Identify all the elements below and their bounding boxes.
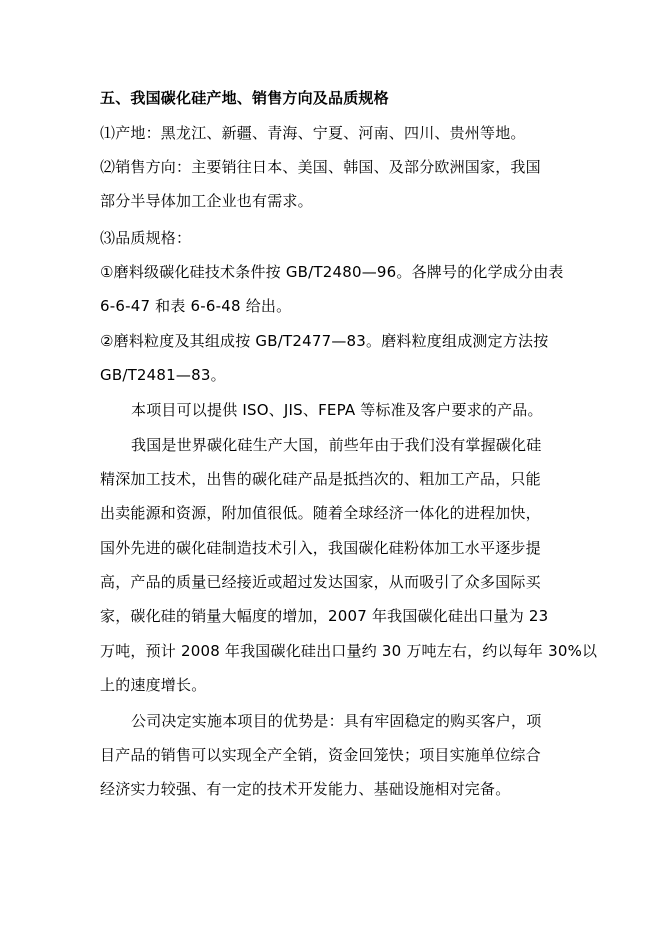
sales-direction-line-1: ⑵销售方向：主要销往日本、美国、韩国、及部分欧洲国家，我国 bbox=[100, 158, 541, 176]
quality-title: ⑶品质规格： bbox=[100, 229, 192, 247]
advantages-paragraph-line-3: 经济实力较强、有一定的技术开发能力、基础设施相对完备。 bbox=[100, 780, 511, 798]
market-paragraph-line-3: 出卖能源和资源，附加值很低。随着全球经济一体化的进程加快， bbox=[100, 504, 541, 522]
section-heading: 五、我国碳化硅产地、销售方向及品质规格 bbox=[100, 89, 389, 107]
market-paragraph-line-6: 家，碳化硅的销量大幅度的增加，2007 年我国碳化硅出口量为 23 bbox=[100, 607, 549, 625]
market-paragraph-line-8: 上的速度增长。 bbox=[100, 676, 207, 694]
market-paragraph-line-7: 万吨，预计 2008 年我国碳化硅出口量约 30 万吨左右，约以每年 30%以 bbox=[100, 642, 598, 660]
quality-item-1-line-2: 6-6-47 和表 6-6-48 给出。 bbox=[100, 297, 292, 315]
standards-paragraph: 本项目可以提供 ISO、JIS、FEPA 等标准及客户要求的产品。 bbox=[131, 401, 543, 419]
quality-item-2-line-1: ②磨料粒度及其组成按 GB/T2477—83。磨料粒度组成测定方法按 bbox=[100, 332, 549, 350]
market-paragraph-line-5: 高，产品的质量已经接近或超过发达国家，从而吸引了众多国际买 bbox=[100, 573, 541, 591]
quality-item-1-line-1: ①磨料级碳化硅技术条件按 GB/T2480—96。各牌号的化学成分由表 bbox=[100, 263, 564, 281]
market-paragraph-line-2: 精深加工技术，出售的碳化硅产品是抵挡次的、粗加工产品，只能 bbox=[100, 470, 541, 488]
advantages-paragraph-line-1: 公司决定实施本项目的优势是：具有牢固稳定的购买客户，项 bbox=[131, 712, 542, 730]
market-paragraph-line-4: 国外先进的碳化硅制造技术引入，我国碳化硅粉体加工水平逐步提 bbox=[100, 539, 541, 557]
origin-line: ⑴产地：黑龙江、新疆、青海、宁夏、河南、四川、贵州等地。 bbox=[100, 124, 526, 142]
advantages-paragraph-line-2: 目产品的销售可以实现全产全销，资金回笼快；项目实施单位综合 bbox=[100, 746, 541, 764]
sales-direction-line-2: 部分半导体加工企业也有需求。 bbox=[100, 192, 313, 210]
market-paragraph-line-1: 我国是世界碳化硅生产大国，前些年由于我们没有掌握碳化硅 bbox=[131, 436, 542, 454]
quality-item-2-line-2: GB/T2481—83。 bbox=[100, 366, 226, 384]
